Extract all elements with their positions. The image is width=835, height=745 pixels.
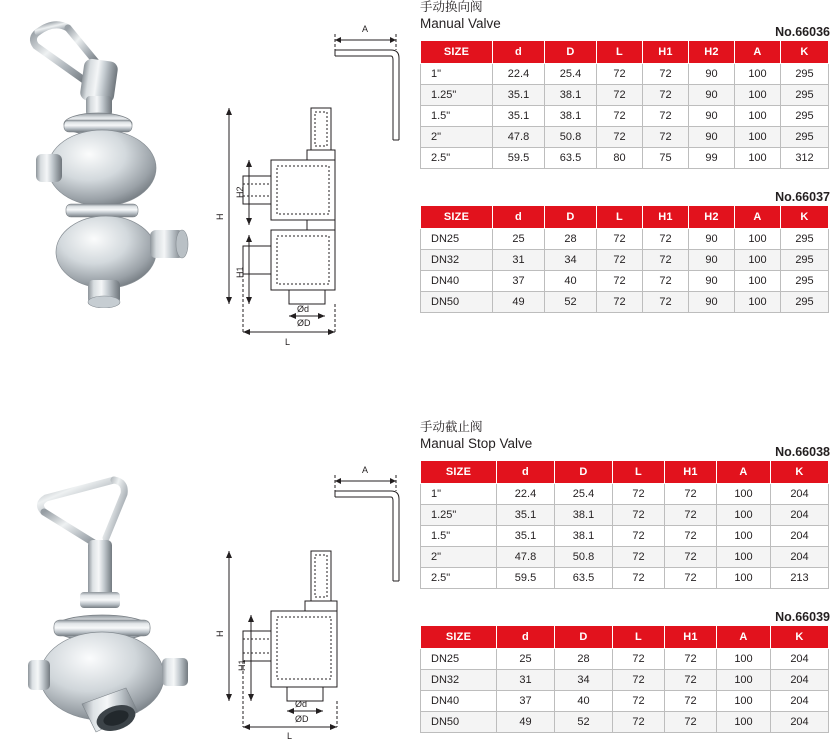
- cell-d: 49: [497, 712, 555, 733]
- tables-area-manual-valve: [420, 0, 832, 313]
- cell-H2: 90: [689, 85, 735, 106]
- cell-H2: 90: [689, 229, 735, 250]
- valve-photo-manual-stop-valve: [10, 460, 225, 745]
- cell-d: 47.8: [497, 547, 555, 568]
- cell-H1: 72: [665, 547, 717, 568]
- col-H2: H2: [689, 41, 735, 64]
- cell-H1: 75: [643, 148, 689, 169]
- cell-H1: 72: [665, 526, 717, 547]
- dim-label-h1: H1: [235, 266, 245, 278]
- cell-A: 100: [735, 106, 781, 127]
- col-D: D: [555, 626, 613, 649]
- cell-A: 100: [735, 292, 781, 313]
- table-row: [421, 484, 829, 505]
- cell-size: 1": [421, 64, 493, 85]
- table-header-row: [421, 41, 829, 64]
- table-row: [421, 691, 829, 712]
- cell-size: 1.25": [421, 505, 497, 526]
- dim-label-a: A: [362, 465, 369, 475]
- table-row: [421, 547, 829, 568]
- cell-D: 38.1: [555, 526, 613, 547]
- col-H1: H1: [643, 41, 689, 64]
- cell-K: 204: [771, 649, 829, 670]
- cell-K: 204: [771, 712, 829, 733]
- col-K: K: [771, 461, 829, 484]
- technical-drawing-manual-valve: [215, 20, 410, 350]
- table-row: [421, 526, 829, 547]
- cell-K: 295: [781, 271, 829, 292]
- title-english: Manual Valve: [420, 16, 501, 31]
- cell-d: 59.5: [497, 568, 555, 589]
- cell-K: 295: [781, 64, 829, 85]
- cell-H1: 72: [665, 691, 717, 712]
- cell-H2: 90: [689, 271, 735, 292]
- title-chinese: 手动截止阀: [420, 420, 483, 434]
- model-number-66036: No.66036: [775, 25, 830, 39]
- cell-A: 100: [717, 505, 771, 526]
- cell-L: 72: [597, 229, 643, 250]
- col-K: K: [781, 206, 829, 229]
- col-size: SIZE: [421, 626, 497, 649]
- cell-K: 295: [781, 292, 829, 313]
- table-row: [421, 106, 829, 127]
- cell-L: 80: [597, 148, 643, 169]
- col-A: A: [735, 41, 781, 64]
- col-K: K: [781, 41, 829, 64]
- col-L: L: [597, 41, 643, 64]
- cell-L: 72: [613, 649, 665, 670]
- cell-H2: 90: [689, 106, 735, 127]
- cell-H2: 90: [689, 292, 735, 313]
- table-row: [421, 85, 829, 106]
- cell-d: 49: [493, 292, 545, 313]
- cell-H1: 72: [643, 64, 689, 85]
- cell-D: 34: [555, 670, 613, 691]
- cell-d: 35.1: [497, 505, 555, 526]
- cell-D: 52: [545, 292, 597, 313]
- cell-D: 38.1: [555, 505, 613, 526]
- cell-D: 40: [555, 691, 613, 712]
- title-block-manual-valve: [420, 0, 832, 40]
- cell-H1: 72: [643, 229, 689, 250]
- cell-A: 100: [735, 250, 781, 271]
- cell-K: 204: [771, 526, 829, 547]
- drawing-area-manual-valve: [0, 0, 412, 372]
- cell-H1: 72: [643, 250, 689, 271]
- dim-label-h: H: [215, 630, 225, 637]
- cell-size: 1.5": [421, 526, 497, 547]
- col-H2: H2: [689, 206, 735, 229]
- cell-K: 295: [781, 229, 829, 250]
- cell-H1: 72: [665, 505, 717, 526]
- cell-L: 72: [613, 526, 665, 547]
- col-K: K: [771, 626, 829, 649]
- title-block-66039: [420, 605, 832, 625]
- cell-size: 2": [421, 127, 493, 148]
- cell-d: 37: [497, 691, 555, 712]
- dim-label-diameter-big: ØD: [295, 714, 309, 724]
- model-number-66039: No.66039: [775, 610, 830, 624]
- cell-D: 38.1: [545, 85, 597, 106]
- product-section-manual-valve: [0, 0, 835, 372]
- col-L: L: [613, 461, 665, 484]
- cell-K: 312: [781, 148, 829, 169]
- spec-table-66036: [420, 40, 829, 169]
- col-H1: H1: [665, 626, 717, 649]
- table-row: [421, 292, 829, 313]
- col-H1: H1: [665, 461, 717, 484]
- product-section-manual-stop-valve: [0, 420, 835, 745]
- table-row: [421, 568, 829, 589]
- cell-L: 72: [613, 712, 665, 733]
- cell-D: 38.1: [545, 106, 597, 127]
- cell-K: 204: [771, 691, 829, 712]
- cell-H1: 72: [643, 85, 689, 106]
- cell-A: 100: [717, 670, 771, 691]
- cell-L: 72: [613, 505, 665, 526]
- cell-H1: 72: [665, 649, 717, 670]
- dim-label-diameter: Ød: [297, 304, 310, 314]
- col-size: SIZE: [421, 461, 497, 484]
- cell-d: 31: [493, 250, 545, 271]
- cell-K: 204: [771, 505, 829, 526]
- col-H1: H1: [643, 206, 689, 229]
- cell-size: DN32: [421, 250, 493, 271]
- cell-L: 72: [597, 106, 643, 127]
- cell-A: 100: [717, 484, 771, 505]
- cell-H1: 72: [643, 292, 689, 313]
- table-row: [421, 670, 829, 691]
- cell-K: 204: [771, 547, 829, 568]
- dim-label-l: L: [285, 337, 291, 347]
- table-header-row: [421, 461, 829, 484]
- dim-label-h2: H2: [235, 186, 245, 198]
- cell-A: 100: [735, 148, 781, 169]
- table-row: [421, 229, 829, 250]
- cell-d: 25: [493, 229, 545, 250]
- technical-drawing-manual-stop-valve: [215, 465, 410, 740]
- col-D: D: [545, 206, 597, 229]
- cell-size: 2.5": [421, 148, 493, 169]
- col-d: d: [497, 626, 555, 649]
- col-D: D: [555, 461, 613, 484]
- table-header-row: [421, 206, 829, 229]
- dim-label-h: H: [215, 213, 225, 220]
- title-chinese: 手动换向阀: [420, 0, 483, 14]
- cell-D: 28: [545, 229, 597, 250]
- col-d: d: [493, 206, 545, 229]
- cell-L: 72: [597, 250, 643, 271]
- cell-d: 35.1: [497, 526, 555, 547]
- cell-H1: 72: [643, 106, 689, 127]
- cell-d: 47.8: [493, 127, 545, 148]
- cell-L: 72: [597, 127, 643, 148]
- cell-size: 2.5": [421, 568, 497, 589]
- cell-D: 28: [555, 649, 613, 670]
- cell-L: 72: [613, 484, 665, 505]
- col-size: SIZE: [421, 206, 493, 229]
- cell-H1: 72: [643, 127, 689, 148]
- table-row: [421, 649, 829, 670]
- cell-L: 72: [613, 547, 665, 568]
- col-A: A: [735, 206, 781, 229]
- drawing-area-manual-stop-valve: [0, 420, 412, 745]
- col-L: L: [597, 206, 643, 229]
- cell-d: 22.4: [493, 64, 545, 85]
- cell-A: 100: [735, 271, 781, 292]
- cell-H1: 72: [665, 484, 717, 505]
- cell-D: 40: [545, 271, 597, 292]
- cell-d: 59.5: [493, 148, 545, 169]
- spec-table-66039: [420, 625, 829, 733]
- cell-D: 34: [545, 250, 597, 271]
- table-row: [421, 127, 829, 148]
- cell-size: DN25: [421, 649, 497, 670]
- cell-D: 50.8: [545, 127, 597, 148]
- cell-size: DN40: [421, 691, 497, 712]
- dim-label-diameter: Ød: [295, 699, 308, 709]
- cell-L: 72: [613, 691, 665, 712]
- model-number-66038: No.66038: [775, 445, 830, 459]
- dim-label-l: L: [287, 731, 293, 740]
- cell-d: 35.1: [493, 106, 545, 127]
- cell-L: 72: [597, 271, 643, 292]
- col-L: L: [613, 626, 665, 649]
- title-english: Manual Stop Valve: [420, 436, 533, 451]
- dim-label-h1: H1: [237, 659, 247, 671]
- cell-H1: 72: [665, 568, 717, 589]
- cell-A: 100: [717, 649, 771, 670]
- table-row: [421, 271, 829, 292]
- cell-H1: 72: [665, 670, 717, 691]
- col-D: D: [545, 41, 597, 64]
- dim-label-diameter-big: ØD: [297, 318, 311, 328]
- cell-L: 72: [613, 568, 665, 589]
- cell-size: 1": [421, 484, 497, 505]
- cell-size: 2": [421, 547, 497, 568]
- cell-d: 22.4: [497, 484, 555, 505]
- cell-A: 100: [735, 85, 781, 106]
- cell-A: 100: [717, 526, 771, 547]
- cell-H2: 90: [689, 127, 735, 148]
- cell-size: 1.25": [421, 85, 493, 106]
- cell-D: 25.4: [545, 64, 597, 85]
- cell-A: 100: [717, 712, 771, 733]
- cell-D: 25.4: [555, 484, 613, 505]
- spec-table-66037: [420, 205, 829, 313]
- cell-A: 100: [735, 64, 781, 85]
- table-row: [421, 712, 829, 733]
- cell-d: 25: [497, 649, 555, 670]
- cell-H1: 72: [665, 712, 717, 733]
- col-size: SIZE: [421, 41, 493, 64]
- dim-label-a: A: [362, 24, 369, 34]
- table-row: [421, 250, 829, 271]
- cell-K: 295: [781, 127, 829, 148]
- cell-L: 72: [597, 292, 643, 313]
- cell-K: 204: [771, 670, 829, 691]
- cell-K: 295: [781, 85, 829, 106]
- table-row: [421, 148, 829, 169]
- cell-K: 204: [771, 484, 829, 505]
- cell-size: 1.5": [421, 106, 493, 127]
- cell-size: DN40: [421, 271, 493, 292]
- table-row: [421, 505, 829, 526]
- tables-area-manual-stop-valve: [420, 420, 832, 733]
- cell-size: DN32: [421, 670, 497, 691]
- cell-D: 63.5: [545, 148, 597, 169]
- cell-d: 37: [493, 271, 545, 292]
- spec-table-66038: [420, 460, 829, 589]
- cell-L: 72: [597, 64, 643, 85]
- title-block-66037: [420, 185, 832, 205]
- cell-H1: 72: [643, 271, 689, 292]
- cell-A: 100: [717, 568, 771, 589]
- cell-D: 52: [555, 712, 613, 733]
- table-header-row: [421, 626, 829, 649]
- cell-d: 31: [497, 670, 555, 691]
- cell-L: 72: [597, 85, 643, 106]
- table-row: [421, 64, 829, 85]
- cell-H2: 90: [689, 250, 735, 271]
- cell-size: DN50: [421, 292, 493, 313]
- col-A: A: [717, 626, 771, 649]
- col-A: A: [717, 461, 771, 484]
- cell-H2: 99: [689, 148, 735, 169]
- cell-D: 63.5: [555, 568, 613, 589]
- cell-H2: 90: [689, 64, 735, 85]
- title-block-manual-stop-valve: [420, 420, 832, 460]
- cell-L: 72: [613, 670, 665, 691]
- cell-A: 100: [735, 127, 781, 148]
- cell-A: 100: [717, 691, 771, 712]
- cell-A: 100: [735, 229, 781, 250]
- valve-photo-manual-valve: [10, 8, 230, 308]
- col-d: d: [493, 41, 545, 64]
- cell-D: 50.8: [555, 547, 613, 568]
- cell-size: DN50: [421, 712, 497, 733]
- cell-d: 35.1: [493, 85, 545, 106]
- col-d: d: [497, 461, 555, 484]
- cell-size: DN25: [421, 229, 493, 250]
- cell-K: 295: [781, 106, 829, 127]
- cell-A: 100: [717, 547, 771, 568]
- model-number-66037: No.66037: [775, 190, 830, 204]
- cell-K: 295: [781, 250, 829, 271]
- cell-K: 213: [771, 568, 829, 589]
